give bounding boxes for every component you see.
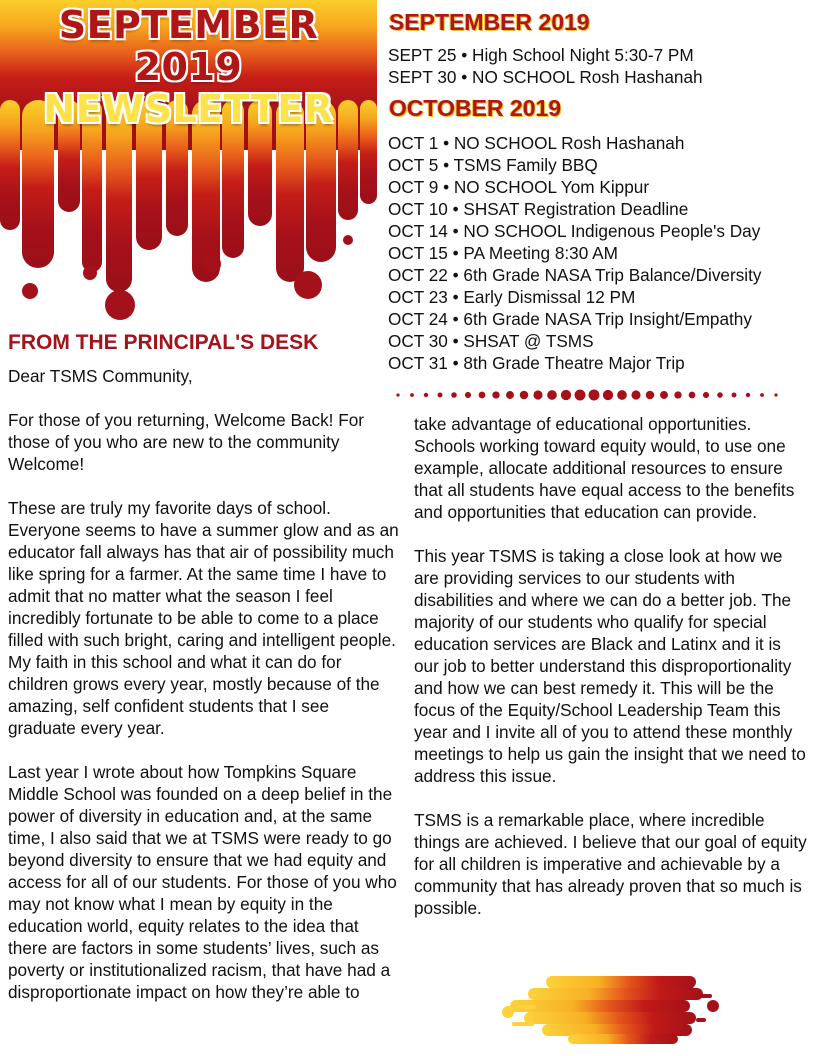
event-item: OCT 10 • SHSAT Registration Deadline [388,199,689,219]
letter-paragraph: take advantage of educational opportunities. Schools working toward equity would, to use one example, allocate additional resources to ensure that all students have equal access to the benefits and opportunities that education can provide. [414,414,795,522]
letter-column-left [8,365,400,1025]
event-item: OCT 31 • 8th Grade Theatre Major Trip [388,353,685,373]
title-month: SEPTEMBER [58,3,319,47]
letter-paragraph: This year TSMS is taking a close look at how we are providing services to our students with disabilities and where we can do a better job. The majority of our students who qualify for special education services are Black and Latinx and it is our job to better understand this disproportionality and how we can best remedy it. This will be the focus of the Equity/School Leadership Team this year and I invite all of you to attend these monthly meetings to help us gain the insight that we need to address this issue. [414,546,806,786]
event-item: OCT 15 • PA Meeting 8:30 AM [388,243,618,263]
event-item: OCT 30 • SHSAT @ TSMS [388,331,594,351]
event-item: OCT 24 • 6th Grade NASA Trip Insight/Empathy [388,309,752,329]
event-item: OCT 5 • TSMS Family BBQ [388,155,598,175]
event-item: SEPT 25 • High School Night 5:30-7 PM [388,45,694,65]
letter-paragraph: For those of you returning, Welcome Back! For those of you who are new to the community Welcome! [8,410,364,474]
event-item: OCT 1 • NO SCHOOL Rosh Hashanah [388,133,685,153]
dotted-divider [392,387,782,403]
event-item: OCT 23 • Early Dismissal 12 PM [388,287,636,307]
title-newsletter: NEWSLETTER [43,87,334,131]
speed-streaks-graphic [498,972,724,1046]
event-item: OCT 14 • NO SCHOOL Indigenous People's Day [388,221,761,241]
letter-paragraph: These are truly my favorite days of school. Everyone seems to have a summer glow and as an educator fall always has that air of possibility much like spring for a farmer. At the same time I have to admit that no matter what the season I feel incredibly fortunate to be able to come to a place filled with such bright, caring and intelligent people. My faith in this school and what it can do for children grows every year, mostly because of the amazing, self confident students that I see graduate every year. [8,498,399,738]
title-year: 2019 [134,45,243,89]
october-heading: OCTOBER 2019 [389,95,562,121]
september-event-list [388,44,703,88]
newsletter-banner [0,0,377,330]
letter-greeting: Dear TSMS Community, [8,366,193,386]
newsletter-title [0,4,377,130]
principal-desk-heading: FROM THE PRINCIPAL'S DESK [8,331,319,354]
october-event-list [388,132,761,374]
september-heading: SEPTEMBER 2019 [389,9,590,35]
letter-column-right [414,413,810,941]
letter-paragraph: Last year I wrote about how Tompkins Square Middle School was founded on a deep belief in the power of diversity in education and, at the same time, I also said that we at TSMS were ready to go beyond diversity to ensure that we had equity and access for all of our students. For those of you who may not know what I mean by equity in the education world, equity relates to the idea that there are factors in some students’ lives, such as poverty or institutionalized racism, that have had a disproportionate impact on how they’re able to [8,762,397,1002]
letter-paragraph: TSMS is a remarkable place, where incredible things are achieved. I believe that our goal of equity for all children is imperative and achievable by a community that has already proven that so much is possible. [414,810,807,918]
event-item: OCT 9 • NO SCHOOL Yom Kippur [388,177,650,197]
event-item: SEPT 30 • NO SCHOOL Rosh Hashanah [388,67,703,87]
event-item: OCT 22 • 6th Grade NASA Trip Balance/Diversity [388,265,762,285]
